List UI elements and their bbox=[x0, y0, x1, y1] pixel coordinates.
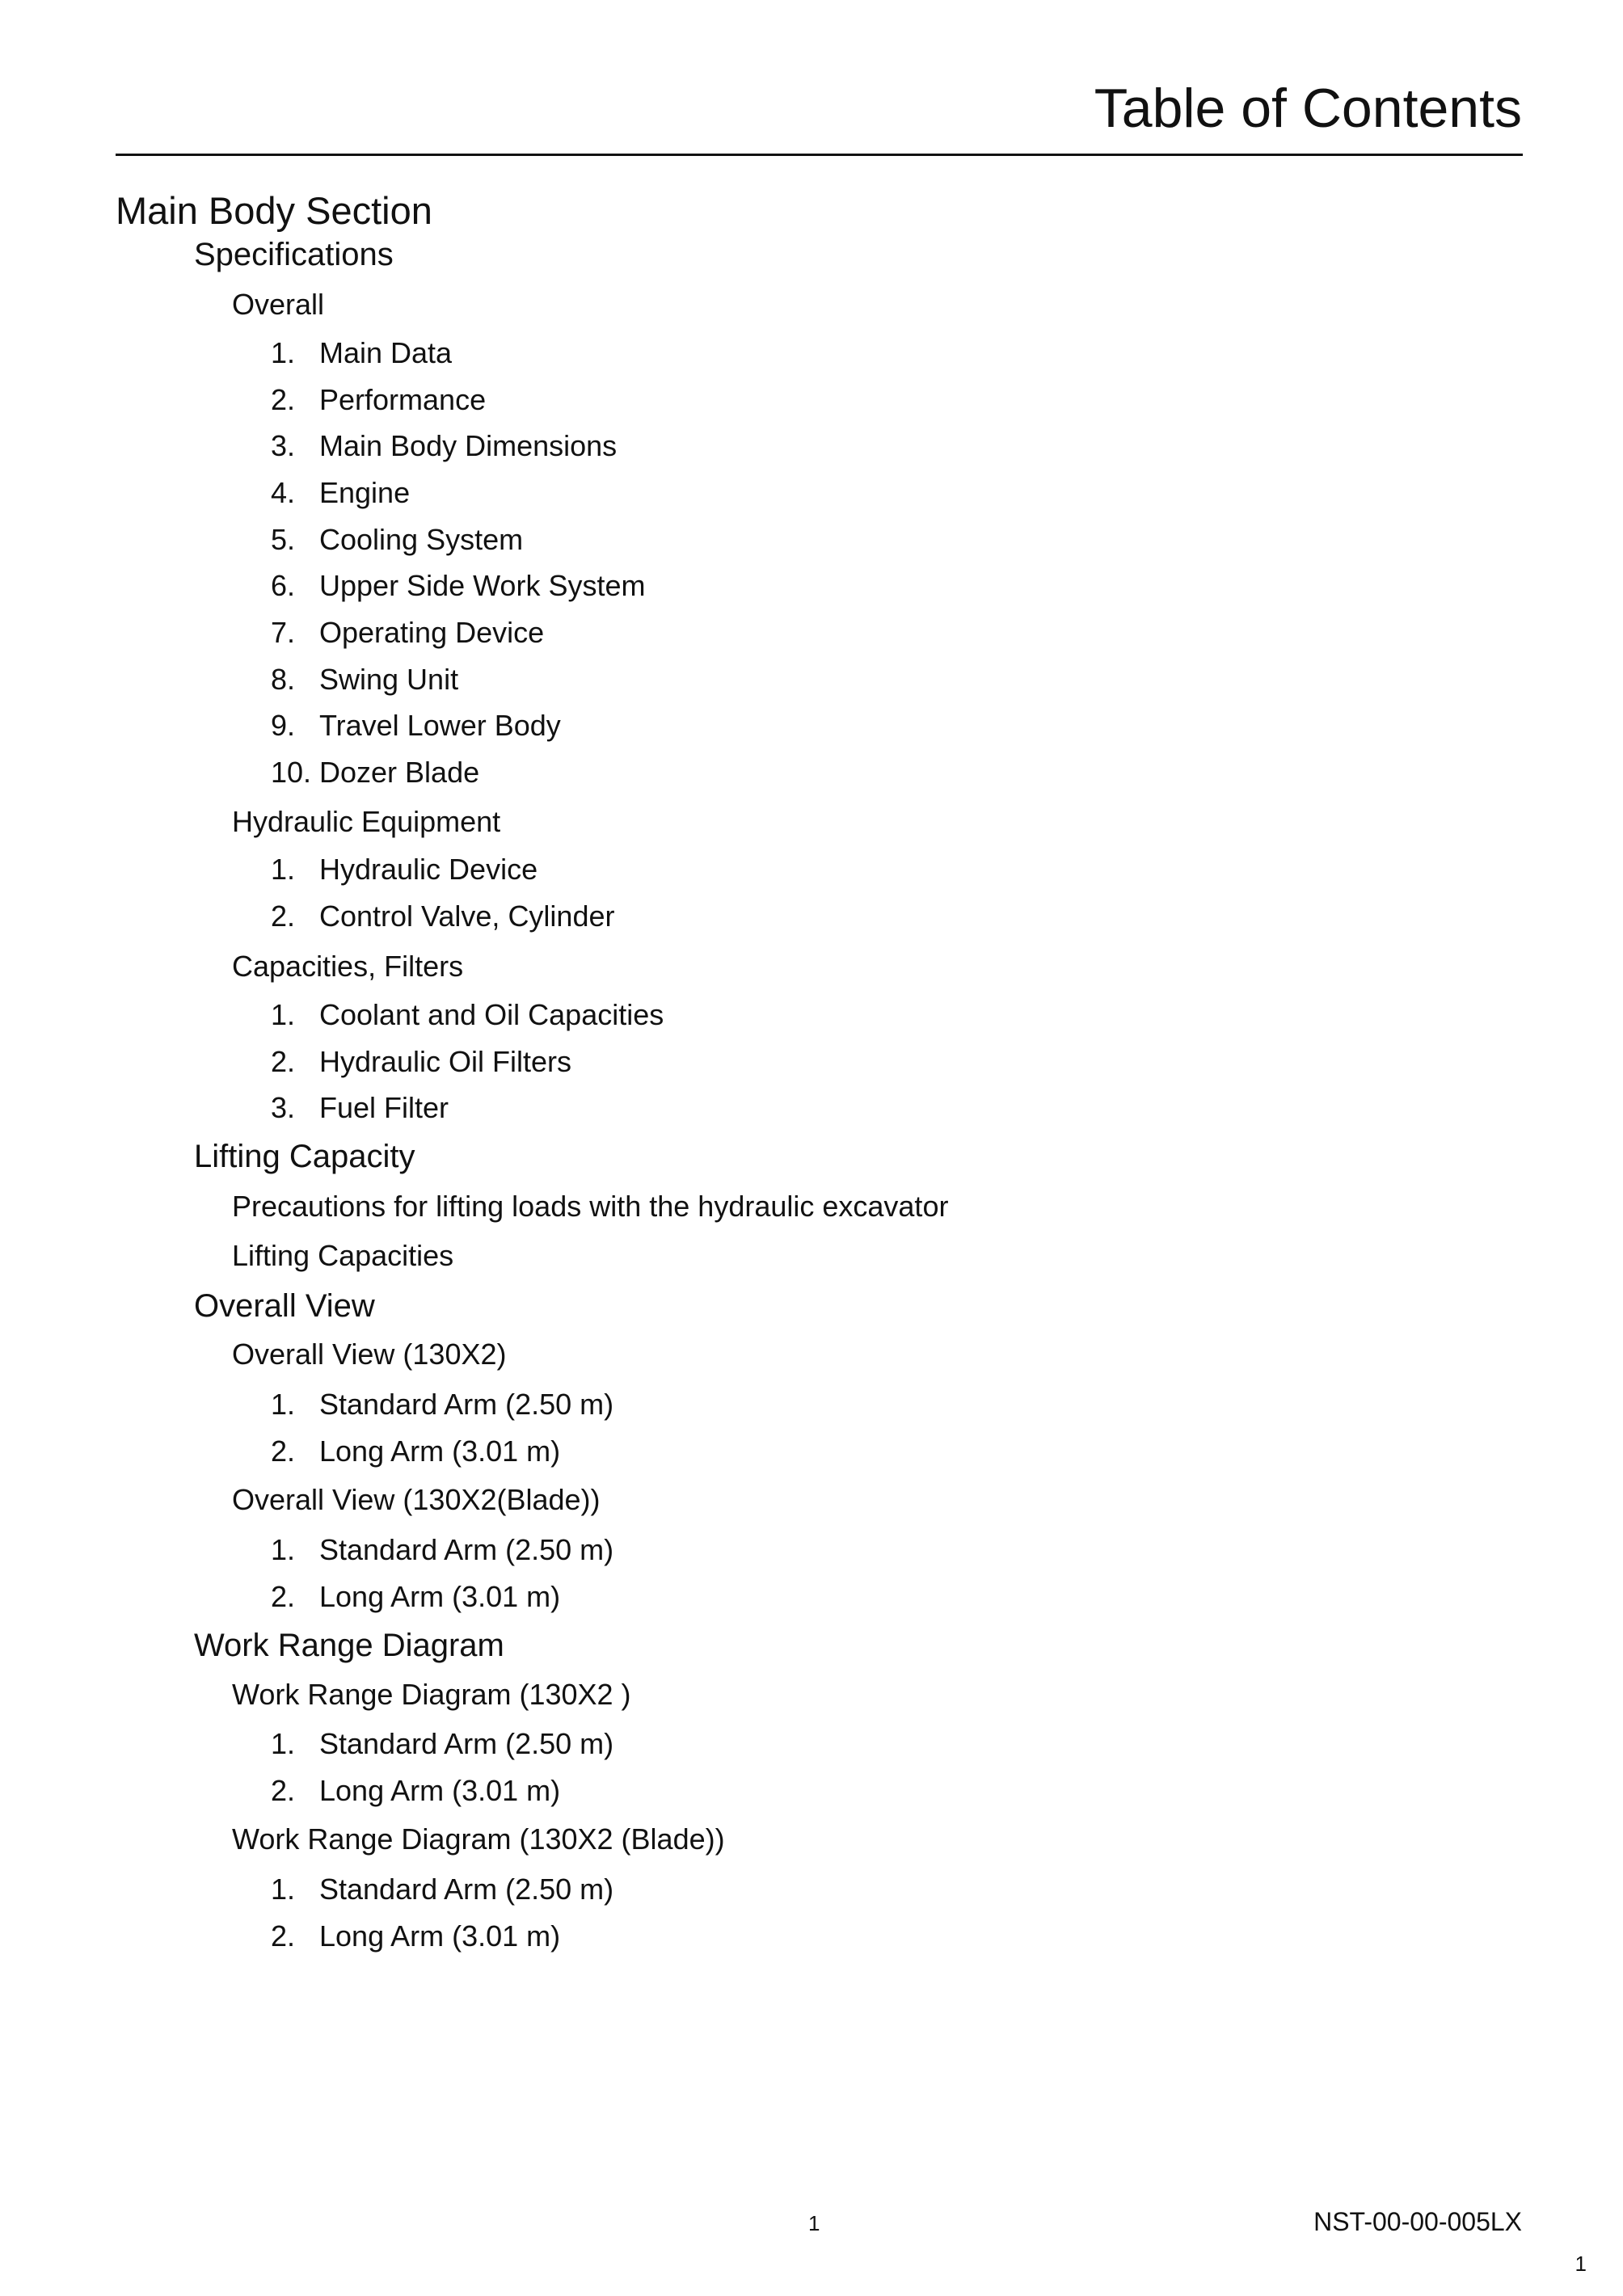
toc-chapter-work-range-diagram[interactable]: Work Range Diagram bbox=[194, 1628, 504, 1663]
toc-item-number: 2. bbox=[271, 1580, 296, 1613]
toc-item-long-arm[interactable] bbox=[271, 1582, 560, 1611]
toc-item-long-arm[interactable] bbox=[271, 1434, 561, 1468]
toc-item-label: Main Body Dimensions bbox=[319, 429, 618, 462]
toc-item-number: 9. bbox=[271, 709, 296, 742]
toc-group-lifting-precautions[interactable]: Precautions for lifting loads with the hydraulic excavator bbox=[232, 1190, 949, 1223]
footer-document-code: NST-00-00-005LX bbox=[1313, 2207, 1522, 2236]
toc-item-number: 2. bbox=[271, 899, 296, 933]
toc-item-coolant-oil-capacities[interactable] bbox=[271, 998, 664, 1031]
toc-item-label: Operating Device bbox=[319, 616, 545, 649]
toc-item-standard-arm[interactable] bbox=[271, 1390, 613, 1419]
toc-item-engine[interactable] bbox=[271, 478, 410, 508]
toc-item-label: Dozer Blade bbox=[319, 756, 480, 789]
toc-group-work-range-130x2[interactable]: Work Range Diagram (130X2 ) bbox=[232, 1678, 631, 1711]
toc-item-number: 1. bbox=[271, 853, 296, 886]
toc-item-label: Standard Arm (2.50 m) bbox=[319, 1388, 614, 1421]
toc-item-label: Standard Arm (2.50 m) bbox=[319, 1533, 614, 1566]
toc-item-number: 1. bbox=[271, 1388, 296, 1421]
toc-item-number: 10. bbox=[271, 756, 312, 789]
toc-item-label: Coolant and Oil Capacities bbox=[319, 998, 664, 1031]
toc-item-number: 1. bbox=[271, 998, 296, 1031]
toc-item-label: Long Arm (3.01 m) bbox=[319, 1774, 561, 1807]
page-title: Table of Contents bbox=[1094, 78, 1522, 139]
toc-item-travel-lower-body[interactable] bbox=[271, 711, 561, 740]
toc-item-label: Hydraulic Device bbox=[319, 853, 538, 886]
toc-section-main-body[interactable]: Main Body Section bbox=[116, 189, 432, 232]
toc-item-number: 2. bbox=[271, 1434, 296, 1468]
toc-item-fuel-filter[interactable] bbox=[271, 1093, 449, 1123]
toc-item-hydraulic-device[interactable] bbox=[271, 855, 537, 884]
toc-item-main-data[interactable] bbox=[271, 336, 453, 369]
toc-item-number: 7. bbox=[271, 616, 296, 649]
toc-item-standard-arm[interactable] bbox=[271, 1875, 613, 1904]
toc-item-long-arm[interactable] bbox=[271, 1776, 560, 1805]
toc-item-number: 2. bbox=[271, 1774, 296, 1807]
toc-item-standard-arm[interactable] bbox=[271, 1729, 613, 1759]
toc-item-main-body-dimensions[interactable] bbox=[271, 429, 618, 462]
toc-item-label: Engine bbox=[319, 476, 411, 509]
toc-group-overall[interactable]: Overall bbox=[232, 288, 325, 321]
toc-item-number: 1. bbox=[271, 336, 296, 369]
toc-item-number: 1. bbox=[271, 1873, 296, 1906]
toc-item-swing-unit[interactable] bbox=[271, 665, 458, 694]
toc-group-lifting-capacities[interactable]: Lifting Capacities bbox=[232, 1239, 454, 1272]
toc-item-label: Standard Arm (2.50 m) bbox=[319, 1873, 614, 1906]
toc-chapter-lifting-capacity[interactable]: Lifting Capacity bbox=[194, 1139, 415, 1174]
toc-item-long-arm[interactable] bbox=[271, 1919, 561, 1953]
footer-page-number: 1 bbox=[808, 2211, 820, 2235]
toc-item-label: Long Arm (3.01 m) bbox=[319, 1580, 561, 1613]
toc-item-label: Fuel Filter bbox=[319, 1091, 449, 1124]
toc-item-cooling-system[interactable] bbox=[271, 525, 523, 554]
toc-item-number: 6. bbox=[271, 569, 296, 602]
toc-group-overall-view-130x2-blade[interactable]: Overall View (130X2(Blade)) bbox=[232, 1483, 601, 1516]
toc-item-upper-side-work-system[interactable] bbox=[271, 571, 645, 600]
toc-item-number: 2. bbox=[271, 1045, 296, 1078]
toc-item-label: Standard Arm (2.50 m) bbox=[319, 1727, 614, 1760]
toc-item-hydraulic-oil-filters[interactable] bbox=[271, 1047, 571, 1076]
toc-item-label: Upper Side Work System bbox=[319, 569, 646, 602]
toc-item-label: Cooling System bbox=[319, 523, 524, 556]
toc-group-capacities-filters[interactable]: Capacities, Filters bbox=[232, 950, 464, 983]
toc-item-number: 3. bbox=[271, 1091, 296, 1124]
toc-item-label: Travel Lower Body bbox=[319, 709, 561, 742]
toc-item-label: Long Arm (3.01 m) bbox=[319, 1434, 561, 1468]
toc-item-operating-device[interactable] bbox=[271, 618, 544, 647]
toc-item-number: 5. bbox=[271, 523, 296, 556]
toc-chapter-specifications[interactable]: Specifications bbox=[194, 237, 394, 272]
toc-group-work-range-130x2-blade[interactable]: Work Range Diagram (130X2 (Blade)) bbox=[232, 1822, 725, 1856]
toc-item-number: 2. bbox=[271, 383, 296, 416]
toc-chapter-overall-view[interactable]: Overall View bbox=[194, 1288, 375, 1324]
toc-item-label: Control Valve, Cylinder bbox=[319, 899, 615, 933]
toc-item-number: 2. bbox=[271, 1919, 296, 1953]
toc-group-overall-view-130x2[interactable]: Overall View (130X2) bbox=[232, 1338, 507, 1371]
toc-item-label: Hydraulic Oil Filters bbox=[319, 1045, 572, 1078]
title-divider bbox=[116, 154, 1523, 156]
toc-item-number: 3. bbox=[271, 429, 296, 462]
toc-item-number: 8. bbox=[271, 663, 296, 696]
toc-item-label: Swing Unit bbox=[319, 663, 459, 696]
toc-item-label: Long Arm (3.01 m) bbox=[319, 1919, 561, 1953]
toc-item-label: Main Data bbox=[319, 336, 453, 369]
toc-item-number: 4. bbox=[271, 476, 296, 509]
toc-item-number: 1. bbox=[271, 1727, 296, 1760]
toc-item-standard-arm[interactable] bbox=[271, 1533, 614, 1566]
corner-page-number: 1 bbox=[1575, 2252, 1587, 2276]
toc-item-label: Performance bbox=[319, 383, 487, 416]
toc-item-control-valve-cylinder[interactable] bbox=[271, 899, 615, 933]
toc-item-performance[interactable] bbox=[271, 385, 486, 415]
toc-item-dozer-blade[interactable] bbox=[271, 758, 479, 787]
toc-item-number: 1. bbox=[271, 1533, 296, 1566]
toc-group-hydraulic-equipment[interactable]: Hydraulic Equipment bbox=[232, 805, 501, 838]
